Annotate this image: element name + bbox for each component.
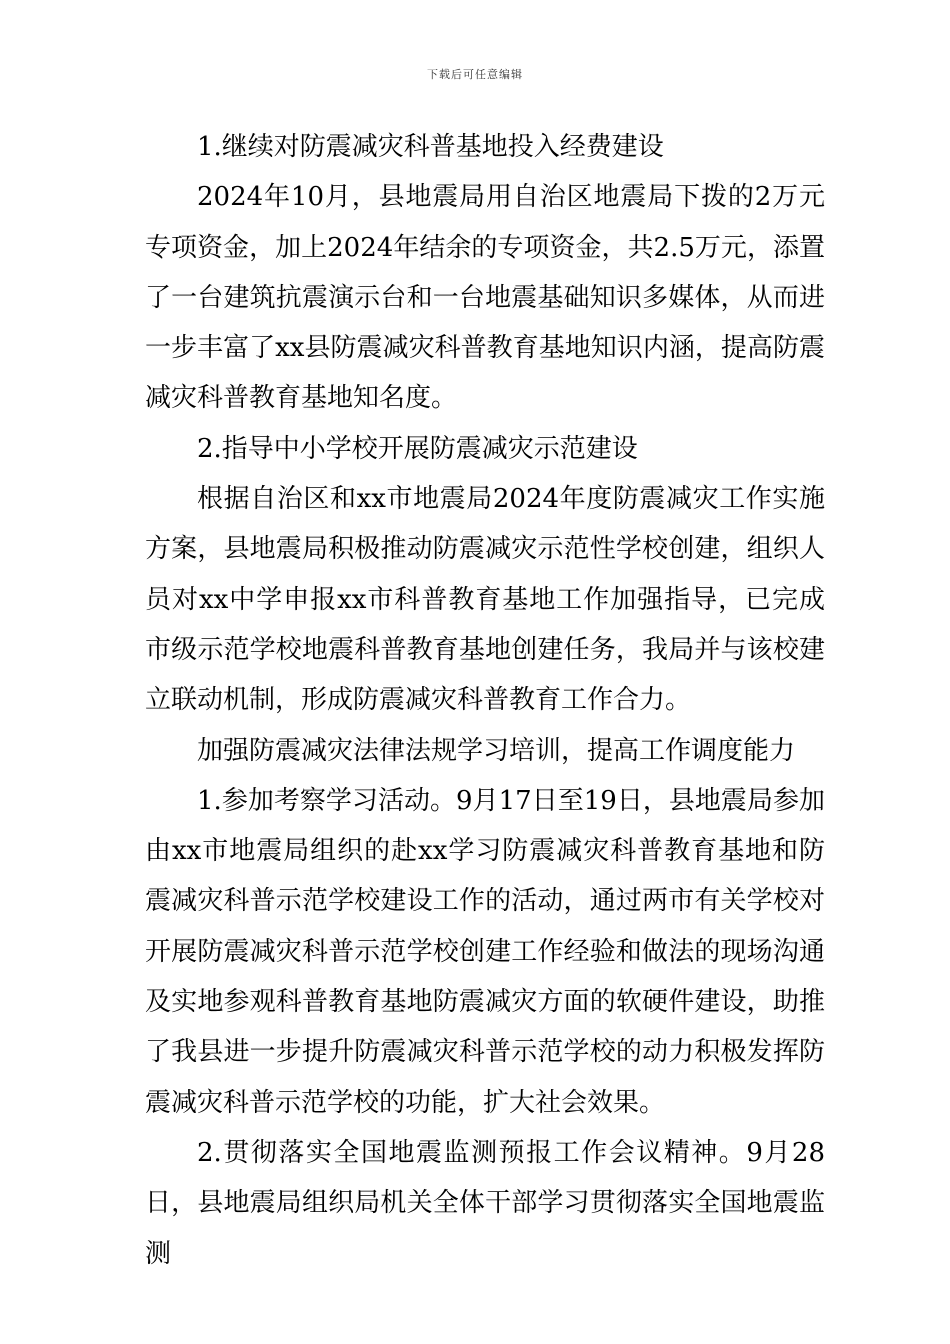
paragraph-meeting-spirit: 2.贯彻落实全国地震监测预报工作会议精神。9月28日，县地震局组织局机关全体干部学习贯彻落实全国地震监测 — [145, 1137, 825, 1269]
heading-funding: 1.继续对防震减灾科普基地投入经费建设 — [197, 132, 664, 162]
paragraph-study-tour: 1.参加考察学习活动。9月17日至19日，县地震局参加由xx市地震局组织的赴xx学习防震减灾科普教育基地和防震减灾科普示范学校建设工作的活动，通过两市有关学校对开展防震减灾科普示范学校创建工作经验和做法的现场沟通及实地参观科普教育基地防震减灾方面的软硬件建设，助推了我县进一步提升防震减灾科普示范学校的动力积极发挥防震减灾科普示范学校的功能，扩大社会效果。 — [145, 785, 825, 1118]
page-header: 下载后可任意编辑 — [427, 68, 523, 81]
paragraph-school-guidance: 根据自治区和xx市地震局2024年度防震减灾工作实施方案，县地震局积极推动防震减灾示范性学校创建，组织人员对xx中学申报xx市科普教育基地工作加强指导，已完成市级示范学校地震科普教育基地创建任务，我局并与该校建立联动机制，形成防震减灾科普教育工作合力。 — [145, 484, 825, 716]
paragraph-funding: 2024年10月，县地震局用自治区地震局下拨的2万元专项资金，加上2024年结余的专项资金，共2.5万元，添置了一台建筑抗震演示台和一台地震基础知识多媒体，从而进一步丰富了xx县防震减灾科普教育基地知识内涵，提高防震减灾科普教育基地知名度。 — [145, 182, 825, 414]
heading-school-guidance: 2.指导中小学校开展防震减灾示范建设 — [197, 433, 638, 464]
heading-law-training: 加强防震减灾法律法规学习培训，提高工作调度能力 — [197, 735, 796, 766]
document-body — [145, 122, 825, 1279]
